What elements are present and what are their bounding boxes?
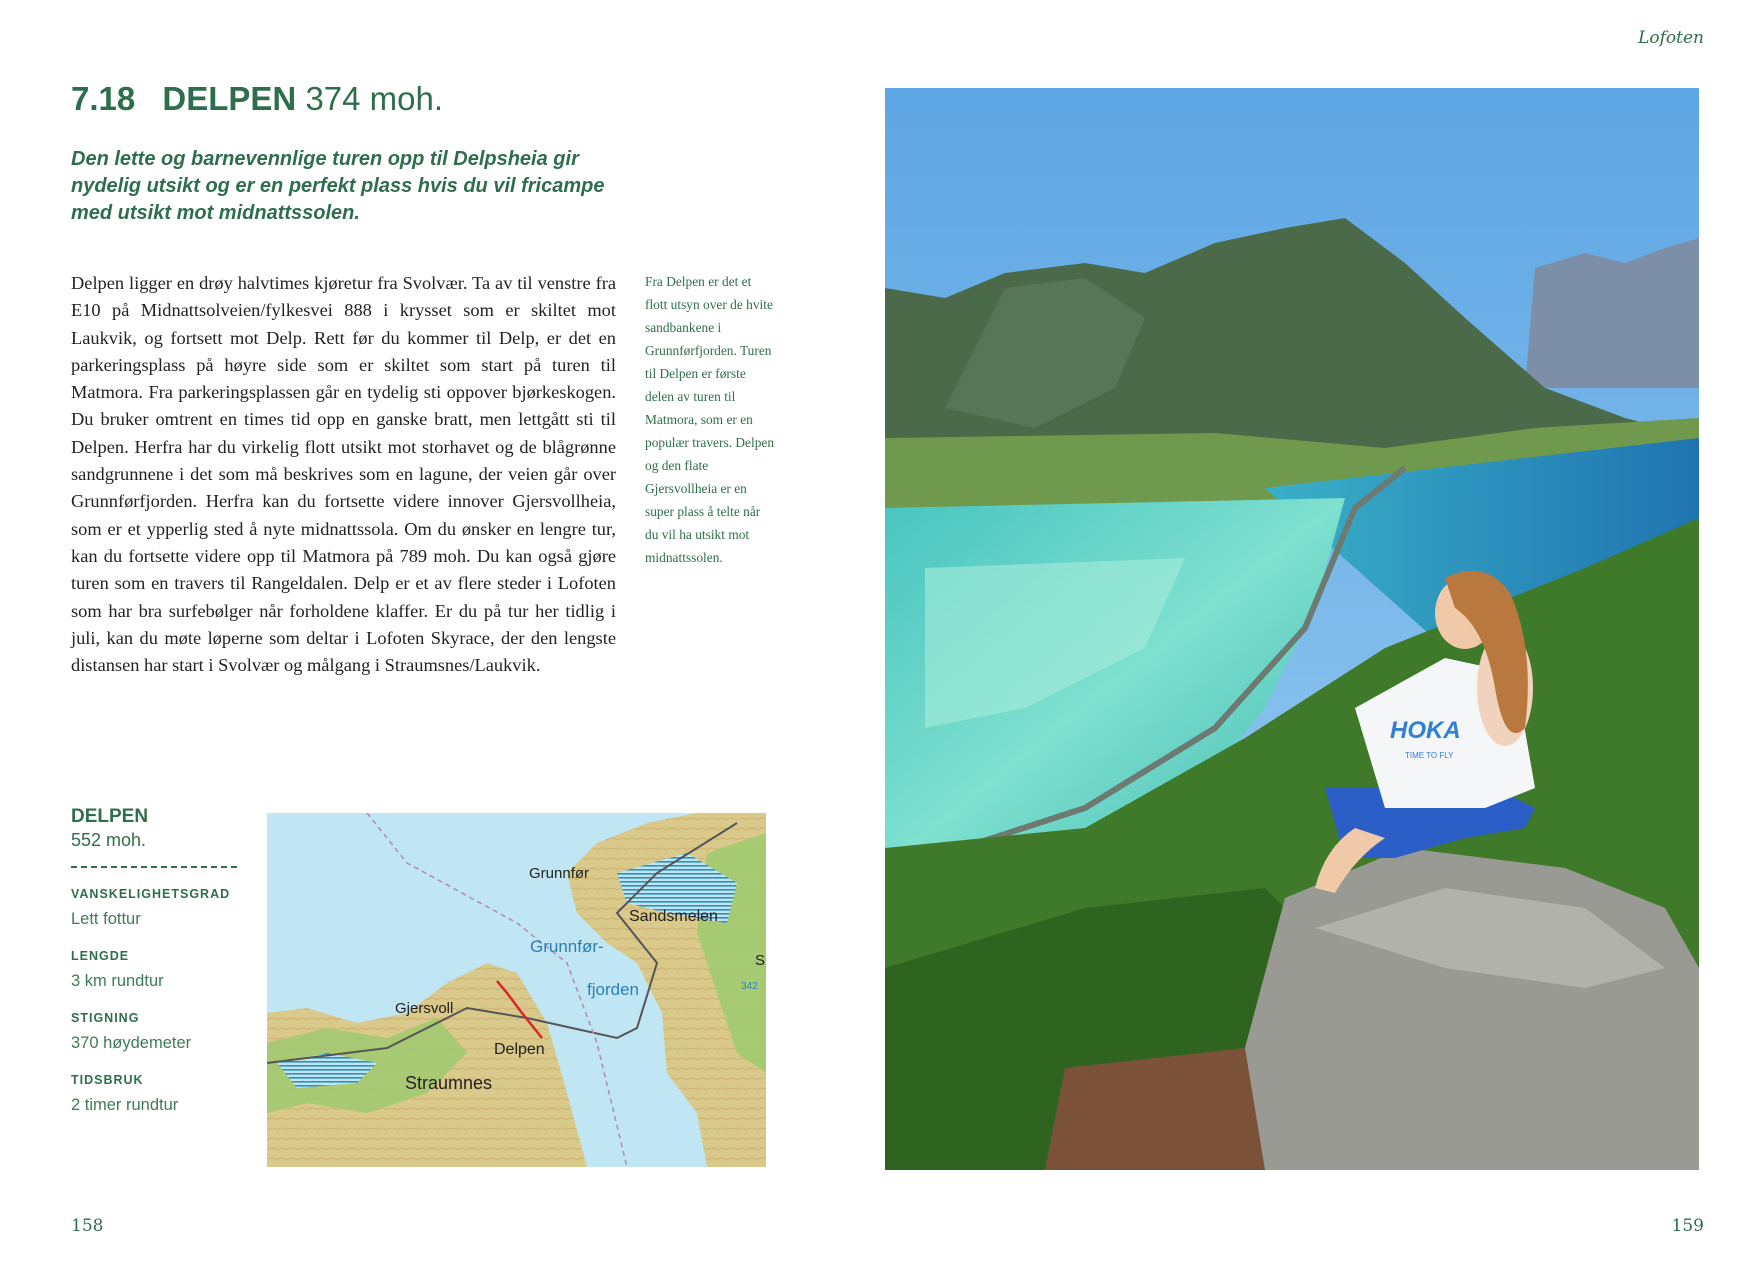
fact-value-time: 2 timer rundtur: [71, 1096, 179, 1114]
route-map-svg: [267, 813, 766, 1167]
fact-value-ascent: 370 høydemeter: [71, 1034, 192, 1052]
landscape-photo: [885, 88, 1699, 1170]
page-number-right: 159: [1671, 1216, 1704, 1236]
map-label-fjord-1: Grunnfør-: [530, 937, 604, 956]
map-label-height: 342: [741, 981, 758, 992]
shirt-slogan: TIME TO FLY: [1405, 751, 1454, 760]
running-head: Lofoten: [1638, 28, 1704, 48]
route-number: 7.18: [71, 80, 136, 117]
fact-label-length: LENGDE: [71, 949, 130, 963]
fact-label-difficulty: VANSKELIGHETSGRAD: [71, 887, 231, 901]
facts-altitude: 552 moh.: [71, 830, 147, 850]
map-label-fjord-2: fjorden: [587, 980, 639, 999]
page-number-left: 158: [71, 1216, 104, 1236]
landscape-photo-svg: [885, 88, 1699, 1170]
map-label-straumnes: Straumnes: [405, 1073, 493, 1093]
route-map: [267, 813, 766, 1167]
fact-label-ascent: STIGNING: [71, 1011, 140, 1025]
map-label-sandsmelen: Sandsmelen: [629, 908, 718, 925]
facts-name: DELPEN: [71, 806, 149, 827]
divider: [71, 866, 237, 868]
route-altitude: 374 moh.: [305, 80, 444, 117]
page-title: [71, 80, 443, 118]
map-label-gjersvoll: Gjersvoll: [395, 1000, 454, 1017]
map-label-edge: S: [755, 952, 766, 969]
body-text: Delpen ligger en drøy halvtimes kjøretur fra Svolvær. Ta av til venstre fra E10 på Midnattsolveien/fylkesvei 888 i krysset som er skiltet mot Laukvik, og fortsett mot Delp. Rett før du kommer til Delp, er det en parkeringsplass på høyre side som er skiltet som start på turen til Matmora. Fra parkeringsplassen går en tydelig sti oppover bjørkeskogen. Du bruker omtrent en times tid opp en ganske bratt, men lettgått sti til Delpen. Herfra har du virkelig flott utsikt mot storhavet og de blågrønne sandgrunnene i det som må beskrives som en lagune, der veien går over Grunnførfjorden. Herfra kan du fortsette videre innover Gjersvollheia, som er et ypperlig sted å nyte midnattssola. Om du ønsker en lengre tur, kan du fortsette videre opp til Matmora på 789 moh. Du kan også gjøre turen som en travers til Rangeldalen. Delp er et av flere steder i Lofoten som har bra surfebølger når forholdene klaffer. Er du på tur her tidlig i juli, kan du møte løperne som deltar i Lofoten Skyrace, der den lengste distansen har start i Svolvær og målgang i Straumsnes/Laukvik.: [71, 273, 616, 676]
route-name: DELPEN: [162, 80, 297, 117]
facts-box: [71, 806, 241, 1116]
fact-label-time: TIDSBRUK: [71, 1073, 144, 1087]
map-label-grunnfor: Grunnfør: [529, 865, 590, 882]
fact-value-difficulty: Lett fottur: [71, 910, 141, 928]
shirt-logo: HOKA: [1390, 717, 1461, 744]
lead-paragraph: Den lette og barnevennlige turen opp til Delpsheia gir nydelig utsikt og er en perfekt plass hvis du vil fricampe med utsikt mot midnattssolen.: [71, 148, 605, 224]
fact-value-length: 3 km rundtur: [71, 972, 164, 990]
map-label-delpen: Delpen: [494, 1041, 545, 1058]
photo-caption: Fra Delpen er det et flott utsyn over de hvite sandbankene i Grunnførfjorden. Turen til Delpen er første delen av turen til Matmora, som er en populær travers. Delpen og den flate Gjersvollheia er en super plass å telte når du vil ha utsikt mot midnattssolen.: [645, 274, 775, 565]
